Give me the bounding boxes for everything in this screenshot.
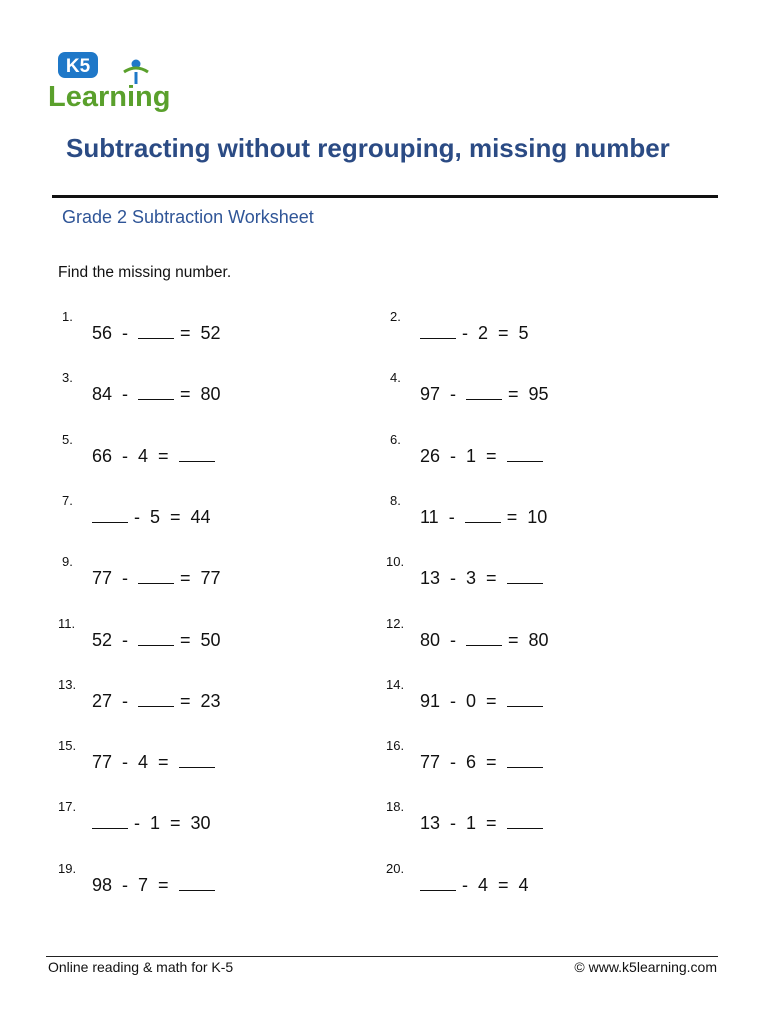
k5-learning-logo	[48, 50, 188, 114]
problem-equation	[92, 686, 231, 712]
problem-number: 15.	[58, 738, 77, 754]
equals-sign: =	[158, 445, 169, 466]
problem-value: 80	[420, 629, 441, 650]
minus-sign: -	[462, 323, 468, 343]
problem-value: 52	[200, 323, 221, 343]
problem-value: 13	[420, 813, 441, 834]
problem-value: 27	[92, 690, 113, 711]
problem-value: 23	[200, 690, 221, 711]
equals-sign: =	[180, 629, 191, 650]
problem-value: 1	[466, 813, 477, 834]
answer-blank[interactable]	[420, 318, 456, 339]
problem-value: 30	[190, 813, 211, 834]
problem-equation	[420, 318, 539, 344]
answer-blank[interactable]	[507, 747, 543, 768]
answer-blank[interactable]	[420, 870, 456, 891]
title-divider	[52, 195, 718, 198]
equals-sign: =	[158, 752, 169, 773]
problem-equation	[420, 686, 549, 712]
answer-blank[interactable]	[138, 379, 174, 400]
problem-value: 4	[518, 874, 529, 895]
answer-blank[interactable]	[138, 318, 174, 339]
problem-value: 13	[420, 568, 441, 589]
problem-number: 14.	[386, 676, 405, 692]
equals-sign: =	[498, 323, 509, 343]
problem-value: 10	[527, 506, 548, 527]
problem-number: 11.	[58, 615, 76, 631]
problem-number: 1.	[62, 309, 73, 324]
problem-value: 4	[138, 445, 149, 466]
equals-sign: =	[508, 384, 519, 405]
problem-value: 77	[200, 568, 221, 589]
minus-sign: -	[122, 874, 129, 895]
problem-number: 17.	[58, 799, 77, 815]
problem-equation	[420, 625, 559, 651]
problem-value: 97	[420, 384, 441, 405]
problem-value: 1	[150, 813, 161, 834]
problem-number: 19.	[58, 860, 77, 876]
problem-value: 7	[138, 874, 149, 895]
problem-value: 11	[420, 506, 439, 527]
minus-sign: -	[122, 445, 129, 466]
problem-equation	[420, 563, 549, 589]
answer-blank[interactable]	[138, 686, 174, 707]
problem-value: 4	[138, 752, 149, 773]
equals-sign: =	[180, 568, 191, 589]
problem-equation	[420, 379, 559, 405]
equals-sign: =	[180, 323, 191, 343]
problem-number: 4.	[390, 370, 401, 386]
problem-number: 12.	[386, 615, 405, 631]
problem-value: 77	[92, 568, 113, 589]
problem-value: 80	[200, 384, 221, 405]
problem-value: 44	[190, 506, 211, 527]
equals-sign: =	[486, 445, 497, 466]
equals-sign: =	[506, 506, 518, 527]
problem-equation	[92, 318, 231, 344]
problem-number: 10.	[386, 554, 405, 570]
equals-sign: =	[170, 506, 181, 527]
problem-number: 3.	[62, 370, 73, 386]
minus-sign: -	[450, 568, 457, 589]
minus-sign: -	[134, 813, 140, 834]
problem-value: 66	[92, 445, 113, 466]
problem-value: 91	[420, 690, 441, 711]
minus-sign: -	[450, 629, 457, 650]
problem-equation	[92, 870, 221, 896]
problem-value: 6	[466, 752, 477, 773]
logo-graphic	[48, 50, 188, 114]
worksheet-title: Subtracting without regrouping, missing number	[66, 133, 670, 163]
problem-value: 84	[92, 384, 113, 405]
minus-sign: -	[450, 384, 457, 405]
problem-equation	[420, 441, 549, 467]
worksheet-subtitle: Grade 2 Subtraction Worksheet	[62, 207, 314, 227]
minus-sign: -	[450, 445, 457, 466]
problem-number: 7.	[62, 492, 73, 508]
problem-equation	[92, 747, 221, 773]
answer-blank[interactable]	[507, 686, 543, 707]
answer-blank[interactable]	[179, 441, 215, 462]
equals-sign: =	[486, 568, 497, 589]
problem-equation	[92, 808, 221, 834]
equals-sign: =	[508, 629, 519, 650]
problem-value: 3	[466, 568, 477, 589]
answer-blank[interactable]	[138, 625, 174, 646]
problem-number: 16.	[386, 738, 405, 754]
problem-number: 18.	[386, 799, 405, 815]
minus-sign: -	[450, 690, 457, 711]
equals-sign: =	[486, 752, 497, 773]
problem-value: 4	[478, 874, 489, 895]
problem-number: 20.	[386, 860, 405, 876]
footer-website: © www.k5learning.com	[574, 959, 717, 975]
problem-equation	[92, 502, 221, 528]
problem-equation	[92, 625, 231, 651]
problem-value: 5	[518, 323, 529, 343]
minus-sign: -	[462, 874, 468, 895]
minus-sign: -	[122, 568, 129, 589]
problem-equation	[420, 502, 557, 528]
problem-value: 50	[200, 629, 221, 650]
minus-sign: -	[122, 690, 129, 711]
problem-number: 6.	[390, 431, 401, 447]
problem-value: 95	[528, 384, 549, 405]
minus-sign: -	[122, 629, 129, 650]
problem-equation	[420, 747, 549, 773]
problem-equation	[92, 441, 221, 467]
problem-value: 56	[92, 323, 113, 343]
answer-blank[interactable]	[507, 441, 543, 462]
problem-value: 26	[420, 445, 441, 466]
problem-value: 77	[420, 752, 441, 773]
minus-sign: -	[450, 813, 457, 834]
answer-blank[interactable]	[507, 808, 543, 829]
problem-equation	[420, 808, 549, 834]
problem-equation	[420, 870, 539, 896]
minus-sign: -	[122, 752, 129, 773]
problem-number: 8.	[390, 492, 401, 508]
answer-blank[interactable]	[92, 502, 128, 523]
problem-value: 77	[92, 752, 113, 773]
problem-value: 52	[92, 629, 113, 650]
problem-equation	[92, 379, 231, 405]
problem-number: 5.	[62, 431, 73, 447]
equals-sign: =	[180, 690, 191, 711]
problem-value: 0	[466, 690, 477, 711]
instructions: Find the missing number.	[58, 264, 232, 281]
problem-number: 2.	[390, 309, 401, 324]
problem-value: 1	[466, 445, 477, 466]
problem-number: 9.	[62, 554, 73, 570]
person-arms-icon	[124, 68, 148, 72]
problem-value: 80	[528, 629, 549, 650]
equals-sign: =	[486, 690, 497, 711]
equals-sign: =	[158, 874, 169, 895]
answer-blank[interactable]	[138, 563, 174, 584]
problem-number: 13.	[58, 676, 77, 692]
answer-blank[interactable]	[92, 808, 128, 829]
footer-tagline: Online reading & math for K-5	[48, 959, 234, 975]
equals-sign: =	[486, 813, 497, 834]
equals-sign: =	[498, 874, 509, 895]
answer-blank[interactable]	[179, 747, 215, 768]
answer-blank[interactable]	[466, 625, 502, 646]
answer-blank[interactable]	[466, 379, 502, 400]
problem-equation	[92, 563, 231, 589]
minus-sign: -	[448, 506, 455, 527]
answer-blank[interactable]	[507, 563, 543, 584]
answer-blank[interactable]	[465, 502, 501, 523]
minus-sign: -	[122, 384, 129, 405]
logo-wordmark: Learning	[48, 81, 171, 113]
minus-sign: -	[122, 323, 129, 343]
logo-badge-text: K5	[65, 56, 91, 77]
problem-value: 98	[92, 874, 113, 895]
problem-value: 5	[150, 506, 161, 527]
minus-sign: -	[134, 506, 140, 527]
minus-sign: -	[450, 752, 457, 773]
equals-sign: =	[170, 813, 181, 834]
equals-sign: =	[180, 384, 191, 405]
problem-value: 2	[478, 323, 489, 343]
answer-blank[interactable]	[179, 870, 215, 891]
footer-divider	[46, 956, 718, 957]
